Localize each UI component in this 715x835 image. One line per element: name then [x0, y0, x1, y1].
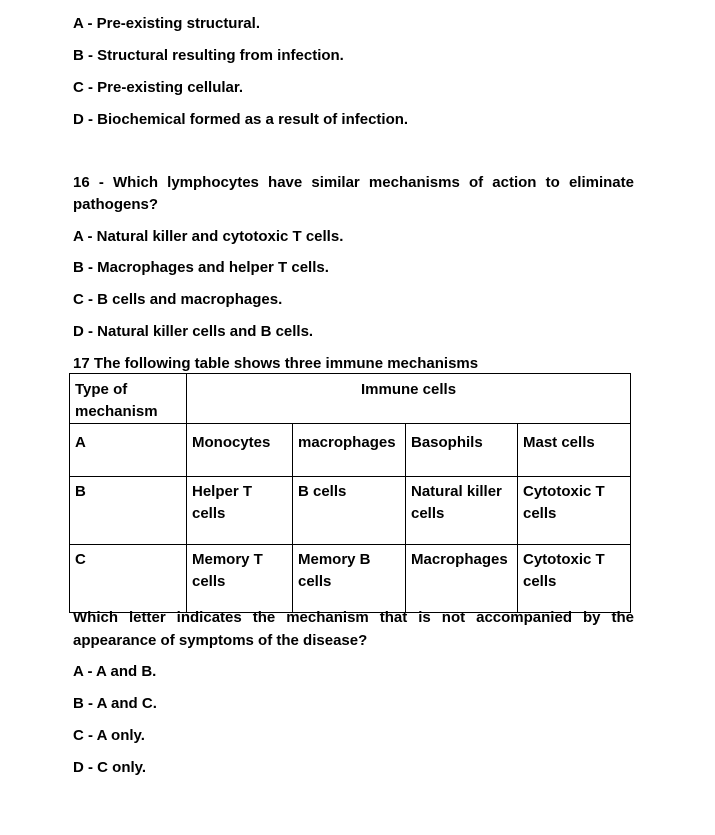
- table-cell: Monocytes: [187, 424, 293, 477]
- table-cell: Natural killer cells: [406, 477, 518, 545]
- table-cell: Helper T cells: [187, 477, 293, 545]
- table-cell: B cells: [293, 477, 406, 545]
- row-label-b: B: [70, 477, 187, 545]
- row-label-a: A: [70, 424, 187, 477]
- header-immune-cells: Immune cells: [187, 374, 631, 424]
- q15-option-d: D - Biochemical formed as a result of infection.: [73, 111, 409, 128]
- table-cell: Mast cells: [518, 424, 631, 477]
- table-cell: Memory B cells: [293, 545, 406, 613]
- q15-option-a: A - Pre-existing structural.: [73, 15, 260, 32]
- header-type-of-mechanism: Type of mechanism: [70, 374, 187, 424]
- table-row: [70, 545, 631, 613]
- table-row: [70, 477, 631, 545]
- q17-option-d: D - C only.: [73, 759, 147, 776]
- table-cell: macrophages: [293, 424, 406, 477]
- q16-stem-line1: 16 - Which lymphocytes have similar mechanisms of action to eliminate: [73, 174, 634, 191]
- q15-option-c: C - Pre-existing cellular.: [73, 79, 244, 96]
- table-cell: Cytotoxic T cells: [518, 545, 631, 613]
- row-label-c: C: [70, 545, 187, 613]
- table-cell: Memory T cells: [187, 545, 293, 613]
- q16-option-d: D - Natural killer cells and B cells.: [73, 323, 314, 340]
- q17-option-a: A - A and B.: [73, 663, 157, 680]
- q17-stem-line1: Which letter indicates the mechanism that is not accompanied by the: [73, 609, 634, 626]
- q16-option-a: A - Natural killer and cytotoxic T cells.: [73, 228, 344, 245]
- table-header-row: [70, 374, 631, 424]
- q17-option-c: C - A only.: [73, 727, 145, 744]
- q16-option-c: C - B cells and macrophages.: [73, 291, 283, 308]
- q16-stem-line2: pathogens?: [73, 196, 158, 213]
- q17-stem-line2: appearance of symptoms of the disease?: [73, 632, 368, 649]
- q15-option-b: B - Structural resulting from infection.: [73, 47, 344, 64]
- table-cell: Basophils: [406, 424, 518, 477]
- q16-option-b: B - Macrophages and helper T cells.: [73, 259, 329, 276]
- mechanism-table: [69, 373, 631, 613]
- q17-option-b: B - A and C.: [73, 695, 157, 712]
- table-cell: Macrophages: [406, 545, 518, 613]
- q17-title: 17 The following table shows three immune mechanisms: [73, 355, 479, 372]
- table-cell: Cytotoxic T cells: [518, 477, 631, 545]
- table-row: [70, 424, 631, 477]
